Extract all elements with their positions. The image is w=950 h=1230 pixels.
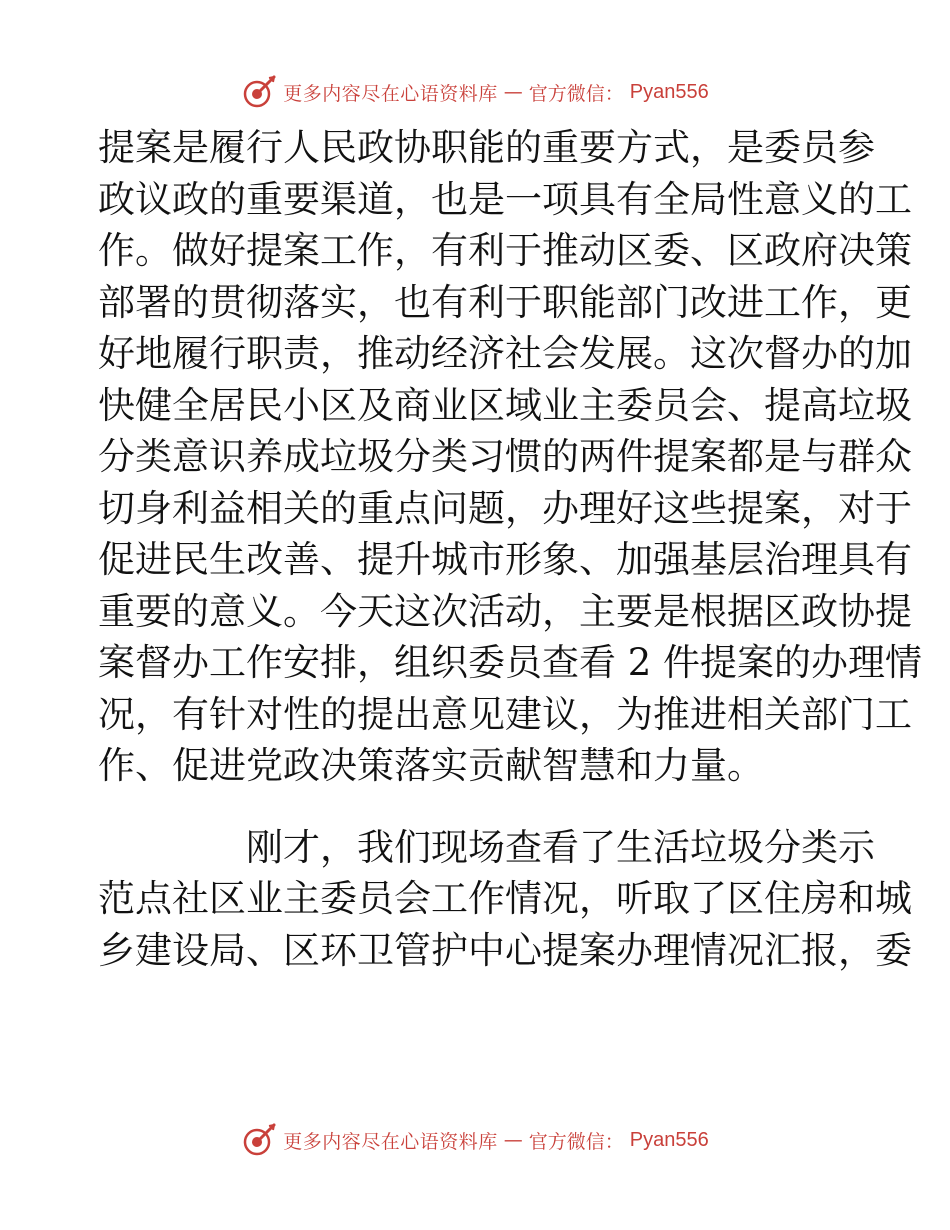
- paragraph-1: [98, 122, 923, 792]
- text-line: 范点社区业主委员会工作情况，听取了区住房和城: [98, 877, 912, 920]
- watermark-wechat-label: 官方微信：: [528, 82, 624, 105]
- brand-logo-icon: [241, 1122, 277, 1158]
- text-line: 部署的贯彻落实，也有利于职能部门改进工作，更: [98, 280, 912, 324]
- watermark-wechat-id: Pyan556: [629, 1128, 709, 1151]
- document-body: [98, 122, 923, 976]
- text-line: 促进民生改善、提升城市形象、加强基层治理具有: [98, 538, 912, 581]
- watermark-wechat-id: Pyan556: [629, 80, 709, 103]
- text-line: 分类意识养成垃圾分类习惯的两件提案都是与群众: [98, 435, 912, 478]
- watermark-wechat-label: 官方微信：: [528, 1130, 624, 1153]
- text-line: 作、促进党政决策落实贡献智慧和力量。: [98, 744, 764, 787]
- watermark-site-text: 更多内容尽在心语资料库: [283, 82, 498, 105]
- watermark-site-text: 更多内容尽在心语资料库: [283, 1130, 498, 1153]
- text-line: 快健全居民小区及商业区域业主委员会、提高垃圾: [98, 383, 912, 427]
- brand-logo-icon: [241, 74, 277, 110]
- text-line: 提案是履行人民政协职能的重要方式，是委员参: [98, 126, 875, 169]
- text-line: 况，有针对性的提出意见建议，为推进相关部门工: [98, 692, 912, 736]
- text-line: 案督办工作安排，组织委员查看 2 件提案的办理情: [98, 641, 923, 684]
- paragraph-2: [98, 822, 912, 977]
- text-line: 乡建设局、区环卫管护中心提案办理情况汇报，委: [98, 928, 912, 972]
- text-line: 切身利益相关的重点问题，办理好这些提案，对于: [98, 486, 912, 530]
- text-line: 刚才，我们现场查看了生活垃圾分类示: [246, 825, 875, 869]
- text-line: 好地履行职责，推动经济社会发展。这次督办的加: [98, 332, 912, 375]
- watermark-separator: —: [503, 81, 523, 103]
- text-line: 重要的意义。今天这次活动，主要是根据区政协提: [98, 589, 912, 633]
- watermark-separator: —: [503, 1129, 523, 1151]
- text-line: 作。做好提案工作，有利于推动区委、区政府决策: [98, 229, 912, 272]
- footer-watermark: [0, 1120, 950, 1160]
- paragraph-spacer: [98, 792, 850, 822]
- header-watermark: [0, 72, 950, 112]
- text-line: 政议政的重要渠道，也是一项具有全局性意义的工: [98, 177, 912, 221]
